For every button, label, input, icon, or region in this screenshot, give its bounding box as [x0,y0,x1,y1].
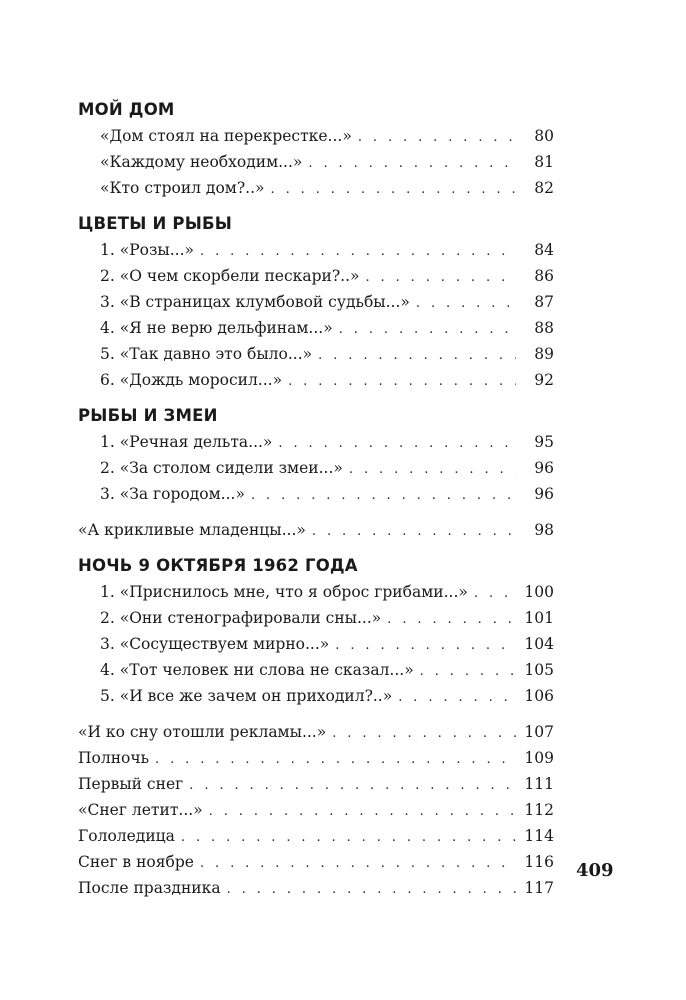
page-number: 88 [534,319,554,337]
toc-section-my-home [78,97,554,201]
dot-leader [335,633,516,659]
toc-entry [78,237,554,263]
toc-entry [78,605,554,631]
entry-title: «Снег летит...» [78,801,203,819]
toc-entry [78,797,554,823]
toc-section-night-october [78,553,554,709]
dot-leader [358,125,516,151]
toc-entry [78,367,554,393]
dot-leader [209,799,516,825]
toc-entry [78,517,554,543]
page-number: 106 [524,687,554,705]
page-number: 82 [534,179,554,197]
dot-leader [271,177,516,203]
page-number: 86 [534,267,554,285]
folio-page-number: 409 [576,860,614,881]
page-number: 104 [524,635,554,653]
toc-entry [78,341,554,367]
page-number: 112 [524,801,554,819]
entry-title: 6. «Дождь моросил...» [100,371,283,389]
dot-leader [308,151,516,177]
page-number: 116 [524,853,554,871]
dot-leader [332,721,516,747]
page-number: 107 [524,723,554,741]
page-number: 89 [534,345,554,363]
toc-entry [78,683,554,709]
section-heading: НОЧЬ 9 ОКТЯБРЯ 1962 ГОДА [78,556,358,575]
dot-leader [200,239,516,265]
dot-leader [189,773,516,799]
toc-entry [78,481,554,507]
entry-title: «Каждому необходим...» [100,153,303,171]
toc-entry [78,289,554,315]
dot-leader [318,343,516,369]
page-number: 111 [524,775,554,793]
page-number: 105 [524,661,554,679]
dot-leader [339,317,516,343]
entry-title: 1. «Приснилось мне, что я оброс грибами...» [100,583,468,601]
toc-entry [78,849,554,875]
toc-entry [78,875,554,901]
toc-entry [78,771,554,797]
page-number: 96 [534,485,554,503]
entry-title: «А крикливые младенцы...» [78,521,306,539]
page-number: 95 [534,433,554,451]
entry-title: «Дом стоял на перекрестке...» [100,127,352,145]
page-number: 92 [534,371,554,389]
entry-title: «Кто строил дом?..» [100,179,265,197]
dot-leader [200,851,516,877]
page-number: 81 [534,153,554,171]
section-heading: РЫБЫ И ЗМЕИ [78,406,218,425]
entry-title: Полночь [78,749,150,767]
toc-entry [78,823,554,849]
table-of-contents [78,97,554,901]
page-number: 109 [524,749,554,767]
entry-title: Первый снег [78,775,184,793]
toc-entry [78,429,554,455]
toc-entry [78,719,554,745]
dot-leader [251,483,516,509]
dot-leader [278,431,516,457]
entry-title: 3. «Сосуществуем мирно...» [100,635,330,653]
dot-leader [420,659,516,685]
entry-title: 5. «Так давно это было...» [100,345,313,363]
dot-leader [365,265,516,291]
entry-title: 2. «О чем скорбели пескари?..» [100,267,360,285]
dot-leader [349,457,516,483]
toc-section-fish-and-snakes [78,403,554,507]
entry-title: «И ко сну отошли рекламы...» [78,723,327,741]
dot-leader [181,825,516,851]
toc-entry [78,657,554,683]
dot-leader [474,581,516,607]
entry-title: Снег в ноябре [78,853,194,871]
toc-entry [78,149,554,175]
entry-title: 5. «И все же зачем он приходил?..» [100,687,393,705]
page-number: 100 [524,583,554,601]
dot-leader [387,607,516,633]
toc-entry [78,579,554,605]
entry-title: 3. «За городом...» [100,485,245,503]
section-heading: ЦВЕТЫ И РЫБЫ [78,214,233,233]
entry-title: 4. «Я не верю дельфинам...» [100,319,333,337]
dot-leader [416,291,516,317]
entry-title: Гололедица [78,827,175,845]
toc-entry [78,455,554,481]
page-number: 117 [524,879,554,897]
toc-entry [78,123,554,149]
page-number: 101 [524,609,554,627]
entry-title: 2. «За столом сидели змеи...» [100,459,343,477]
dot-leader [155,747,516,773]
page-number: 84 [534,241,554,259]
page-number: 98 [534,521,554,539]
entry-title: 1. «Розы...» [100,241,195,259]
entry-title: 1. «Речная дельта...» [100,433,273,451]
toc-entry [78,263,554,289]
entry-title: 3. «В страницах клумбовой судьбы...» [100,293,410,311]
toc-entry [78,745,554,771]
page-number: 96 [534,459,554,477]
page-number: 114 [524,827,554,845]
page-number: 87 [534,293,554,311]
dot-leader [312,519,516,545]
toc-entry [78,315,554,341]
toc-entry [78,631,554,657]
page-number: 80 [534,127,554,145]
dot-leader [227,877,516,903]
entry-title: После праздника [78,879,221,897]
toc-entry [78,175,554,201]
dot-leader [398,685,516,711]
entry-title: 2. «Они стенографировали сны...» [100,609,382,627]
entry-title: 4. «Тот человек ни слова не сказал...» [100,661,414,679]
section-heading: МОЙ ДОМ [78,100,175,119]
toc-section-flowers-and-fish [78,211,554,393]
dot-leader [288,369,516,395]
